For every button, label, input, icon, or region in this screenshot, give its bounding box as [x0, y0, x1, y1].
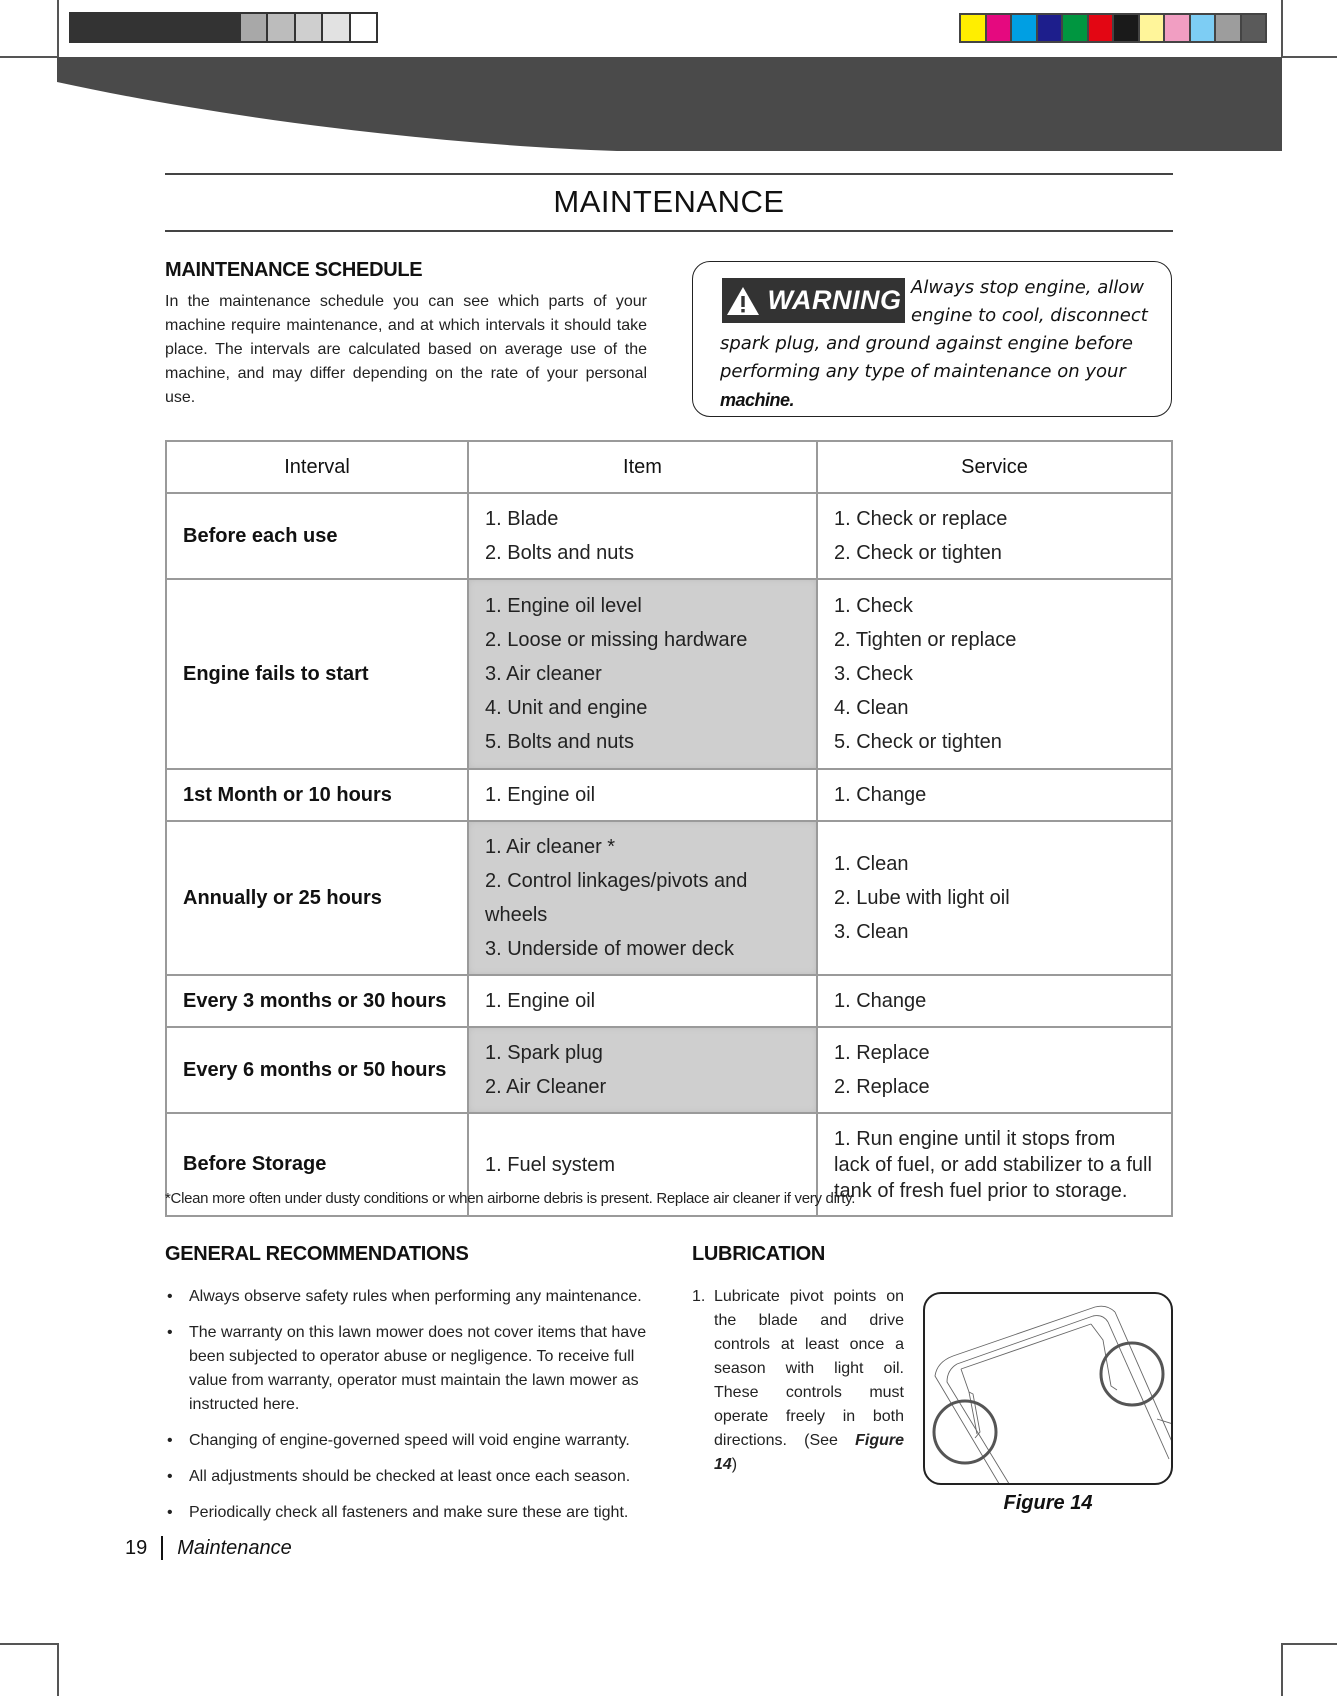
- bullet-icon: •: [167, 1432, 173, 1449]
- item-cell: [468, 1027, 817, 1113]
- table-row: [166, 975, 1172, 1027]
- table-row: [166, 821, 1172, 975]
- service-line: 3. Check: [834, 663, 913, 685]
- lubrication-step: [692, 1285, 904, 1477]
- crop-mark: [0, 1643, 57, 1645]
- schedule-intro: In the maintenance schedule you can see which parts of your machine require maintenance, and at which intervals it should take place. The intervals are calculated based on average use of the machine, and may differ depending on the rate of your personal use.: [165, 293, 647, 406]
- service-line: 2. Replace: [834, 1076, 930, 1098]
- item-line: 2. Bolts and nuts: [485, 542, 634, 564]
- item-line: 1. Blade: [485, 508, 559, 530]
- interval-cell: 1st Month or 10 hours: [166, 769, 468, 821]
- item-line: 5. Bolts and nuts: [485, 731, 634, 753]
- table-footnote: *Clean more often under dusty conditions or when airborne debris is present. Replace air cleaner if very dirty.: [165, 1190, 856, 1207]
- interval-cell: Before each use: [166, 493, 468, 579]
- step-text-body: Lubricate pivot points on the blade and drive controls at least once a season with light oil. These controls must operate freely in both directions. (See: [714, 1288, 904, 1449]
- warning-label: [722, 278, 905, 323]
- item-line: 1. Engine oil level: [485, 595, 642, 617]
- item-cell: [468, 579, 817, 769]
- warning-text-line: performing any type of maintenance on your: [720, 361, 1126, 382]
- interval-cell: Engine fails to start: [166, 579, 468, 769]
- service-cell: [817, 493, 1172, 579]
- schedule-heading: MAINTENANCE SCHEDULE: [165, 259, 423, 281]
- footer-divider: [161, 1536, 163, 1560]
- column-header-service: Service: [817, 441, 1172, 493]
- color-swatch: [1038, 15, 1062, 41]
- item-line: 1. Engine oil: [485, 990, 596, 1012]
- list-item-text: Always observe safety rules when performing any maintenance.: [189, 1288, 642, 1305]
- item-line: 3. Underside of mower deck: [485, 938, 735, 960]
- bullet-icon: •: [167, 1288, 173, 1305]
- crop-mark: [1281, 1643, 1283, 1696]
- header-band: [57, 57, 1282, 151]
- bullet-icon: •: [167, 1504, 173, 1521]
- crop-mark: [1281, 0, 1283, 57]
- service-line: 1. Change: [834, 990, 927, 1012]
- interval-cell: Annually or 25 hours: [166, 821, 468, 975]
- maintenance-schedule-table: [165, 440, 1173, 1217]
- crop-mark: [1281, 1643, 1337, 1645]
- color-swatch: [1114, 15, 1138, 41]
- figure-14-illustration: [923, 1292, 1173, 1485]
- step-text: [714, 1285, 904, 1477]
- item-line: 3. Air cleaner: [485, 663, 602, 685]
- general-recommendations-heading: GENERAL RECOMMENDATIONS: [165, 1243, 469, 1265]
- figure-caption: Figure 14: [1003, 1492, 1093, 1514]
- warning-text-line: Always stop engine, allow: [911, 277, 1145, 298]
- service-cell: [817, 1027, 1172, 1113]
- service-cell: [817, 579, 1172, 769]
- list-item-text: All adjustments should be checked at least once each season.: [189, 1468, 631, 1485]
- item-line: 1. Air cleaner *: [485, 836, 616, 858]
- service-line: 1. Check: [834, 595, 913, 617]
- item-cell: [468, 821, 817, 975]
- gray-swatch: [239, 14, 266, 41]
- general-recommendations-list: [165, 1285, 650, 1537]
- table-row: [166, 493, 1172, 579]
- page-footer: [125, 1536, 292, 1560]
- service-line: 2. Tighten or replace: [834, 629, 1017, 651]
- service-line: 1. Check or replace: [834, 508, 1008, 530]
- gray-swatch: [321, 14, 348, 41]
- service-line: 3. Clean: [834, 921, 909, 943]
- list-item-text: The warranty on this lawn mower does not cover items that have been subjected to operator abuse or negligence. To receive full value from warranty, operator must maintain the lawn mower as instructed here.: [189, 1324, 647, 1413]
- service-line: 4. Clean: [834, 697, 909, 719]
- warning-text-line: engine to cool, disconnect: [911, 305, 1148, 326]
- crop-mark: [1281, 56, 1337, 58]
- item-line: 4. Unit and engine: [485, 697, 648, 719]
- interval-cell: Every 6 months or 50 hours: [166, 1027, 468, 1113]
- bullet-icon: •: [167, 1468, 173, 1485]
- color-swatch: [1216, 15, 1240, 41]
- figure-reference-link[interactable]: Figure 14: [714, 1432, 904, 1473]
- warning-text-line: spark plug, and ground against engine before: [720, 333, 1133, 354]
- gray-swatch: [266, 14, 293, 41]
- list-item: [165, 1501, 650, 1525]
- crop-mark: [57, 0, 59, 57]
- service-cell: [817, 769, 1172, 821]
- service-line: 1. Run engine until it stops from lack of fuel, or add stabilizer to a full tank of fresh fuel prior to storage.: [834, 1127, 1152, 1202]
- item-cell: [468, 493, 817, 579]
- service-line: 2. Check or tighten: [834, 542, 1002, 564]
- list-item: [165, 1465, 650, 1489]
- title-rule-top: [165, 173, 1173, 175]
- color-swatch: [961, 15, 985, 41]
- service-line: 1. Change: [834, 784, 927, 806]
- color-swatch: [1063, 15, 1087, 41]
- service-line: 1. Replace: [834, 1042, 930, 1064]
- title-rule-bottom: [165, 230, 1173, 232]
- item-line: 2. Loose or missing hardware: [485, 629, 748, 651]
- crop-mark: [57, 1643, 59, 1696]
- service-cell: [817, 975, 1172, 1027]
- color-swatch: [987, 15, 1011, 41]
- color-swatch: [1012, 15, 1036, 41]
- lubrication-heading: LUBRICATION: [692, 1243, 825, 1265]
- item-line: 1. Engine oil: [485, 784, 596, 806]
- warning-triangle-icon: [726, 286, 760, 316]
- table-header-row: [166, 441, 1172, 493]
- gray-swatch: [294, 14, 321, 41]
- warning-word: WARNING: [767, 285, 902, 315]
- bullet-icon: •: [167, 1324, 173, 1341]
- list-item-text: Changing of engine-governed speed will void engine warranty.: [189, 1432, 630, 1449]
- gray-swatch: [349, 14, 376, 41]
- page-title: MAINTENANCE: [553, 184, 785, 219]
- service-line: 1. Clean: [834, 853, 909, 875]
- footer-section-name: Maintenance: [177, 1536, 292, 1559]
- list-item: [165, 1285, 650, 1309]
- item-cell: [468, 975, 817, 1027]
- table-row: [166, 769, 1172, 821]
- item-line: 2. Control linkages/pivots and wheels: [485, 870, 748, 926]
- color-swatch: [1242, 15, 1266, 41]
- item-line: 1. Fuel system: [485, 1153, 616, 1176]
- page-number: 19: [125, 1536, 148, 1559]
- color-swatch: [1191, 15, 1215, 41]
- table-row: [166, 579, 1172, 769]
- step-number: 1.: [692, 1288, 706, 1305]
- table-row: [166, 1027, 1172, 1113]
- column-header-item: Item: [468, 441, 817, 493]
- color-swatch: [1089, 15, 1113, 41]
- list-item: [165, 1429, 650, 1453]
- grayscale-calibration-bar: [69, 12, 378, 43]
- step-text-end: ): [731, 1456, 738, 1473]
- service-cell: [817, 1113, 1172, 1216]
- color-swatch: [1140, 15, 1164, 41]
- service-line: 5. Check or tighten: [834, 731, 1002, 753]
- item-line: 1. Spark plug: [485, 1042, 603, 1064]
- item-cell: [468, 769, 817, 821]
- interval-cell: Before Storage: [166, 1113, 468, 1216]
- item-line: 2. Air Cleaner: [485, 1076, 607, 1098]
- interval-cell: Every 3 months or 30 hours: [166, 975, 468, 1027]
- gray-swatch: [71, 14, 239, 41]
- list-item: [165, 1321, 650, 1417]
- color-swatch: [1165, 15, 1189, 41]
- warning-text-line: machine.: [720, 390, 795, 410]
- lubrication-point-circle: [934, 1401, 996, 1463]
- service-line: 2. Lube with light oil: [834, 887, 1010, 909]
- service-cell: [817, 821, 1172, 975]
- column-header-interval: Interval: [166, 441, 468, 493]
- list-item-text: Periodically check all fasteners and make sure these are tight.: [189, 1504, 629, 1521]
- crop-mark: [0, 56, 57, 58]
- color-calibration-bar: [959, 13, 1267, 43]
- mower-handle-drawing: [925, 1294, 1173, 1485]
- lubrication-point-circle: [1101, 1343, 1163, 1405]
